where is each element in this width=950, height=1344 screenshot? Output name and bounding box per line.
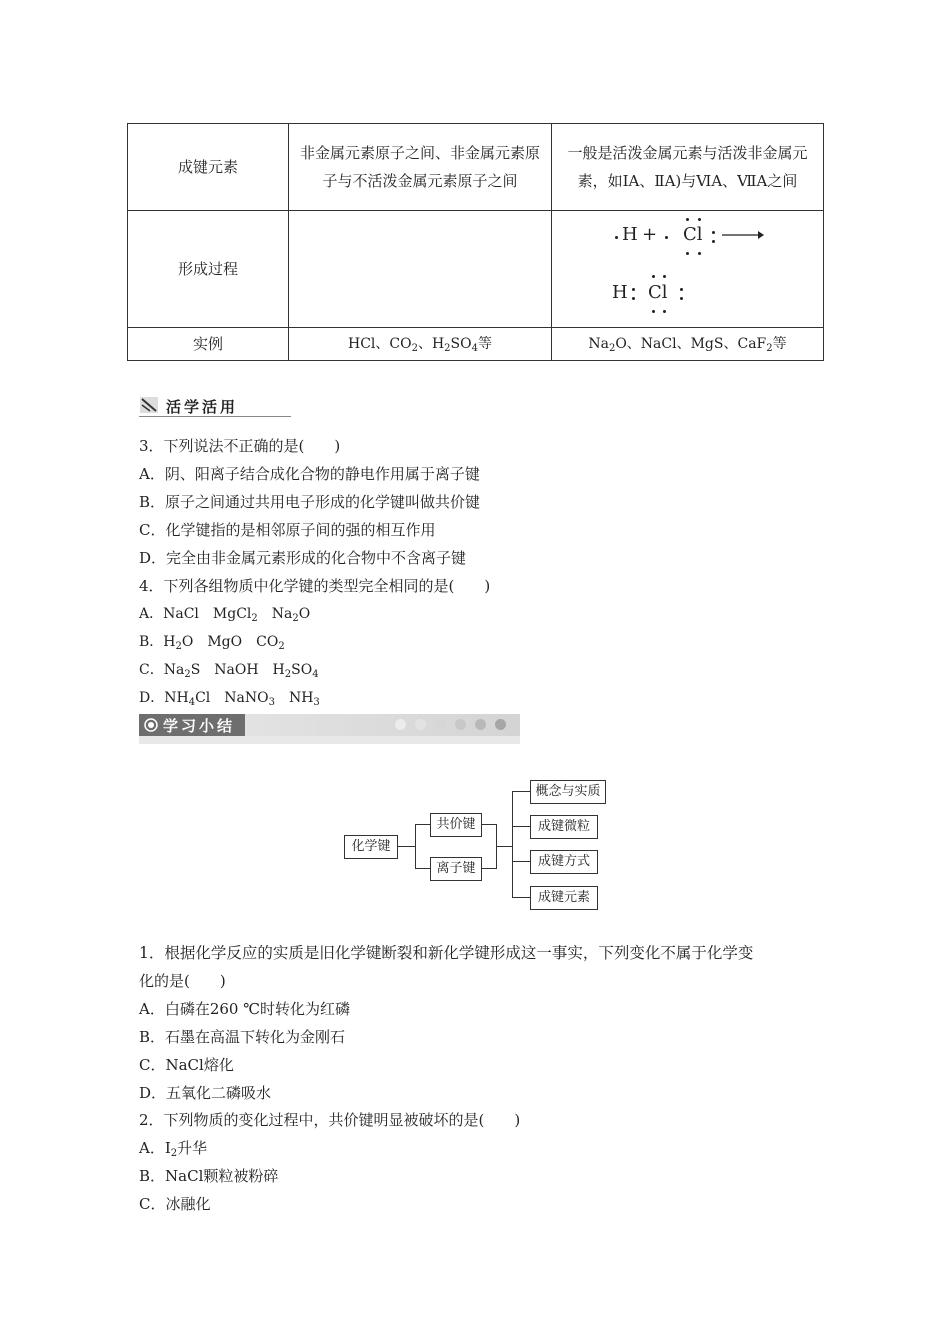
subscript: 2 bbox=[278, 641, 285, 652]
electron-dot bbox=[686, 252, 689, 255]
electron-dot bbox=[698, 252, 701, 255]
subscript: 2 bbox=[184, 669, 191, 680]
text: SO bbox=[291, 662, 313, 678]
subscript: 2 bbox=[766, 343, 773, 354]
text: O bbox=[298, 606, 311, 622]
text: A．NaCl MgCl bbox=[139, 606, 252, 622]
section-header-practice bbox=[139, 395, 291, 417]
option-c: C．化学键指的是相邻原子间的强的相互作用 bbox=[139, 521, 436, 539]
connector bbox=[496, 846, 512, 847]
connector bbox=[397, 846, 415, 847]
question-stem: 1．根据化学反应的实质是旧化学键断裂和新化学键形成这一事实，下列变化不属于化学变 bbox=[139, 944, 754, 962]
hydrogen-symbol: H bbox=[612, 282, 628, 303]
subscript: 2 bbox=[444, 343, 451, 354]
subscript: 2 bbox=[292, 613, 299, 624]
electron-dot bbox=[698, 218, 701, 221]
diagram-leaf-node: 概念与实质 bbox=[530, 780, 606, 804]
connector bbox=[512, 791, 513, 898]
connector bbox=[512, 861, 530, 862]
comparison-table bbox=[127, 123, 824, 361]
table-row bbox=[128, 328, 824, 361]
electron-dot bbox=[632, 288, 635, 291]
connector bbox=[415, 824, 430, 825]
diagram-leaf-node: 成键方式 bbox=[530, 850, 598, 874]
electron-dot bbox=[615, 236, 618, 239]
electron-dot bbox=[712, 240, 715, 243]
chlorine-symbol: Cl bbox=[683, 224, 703, 245]
electron-dot bbox=[663, 275, 666, 278]
subscript: 2 bbox=[608, 343, 616, 354]
table-row bbox=[128, 124, 824, 211]
connector bbox=[415, 868, 430, 869]
electron-dot bbox=[686, 218, 689, 221]
text: Cl NaNO bbox=[195, 690, 269, 706]
row-label: 实例 bbox=[128, 328, 289, 361]
text: Na bbox=[257, 606, 293, 622]
subscript: 3 bbox=[313, 697, 320, 708]
subscript: 3 bbox=[268, 697, 275, 708]
option-b: B．NaCl颗粒被粉碎 bbox=[139, 1167, 279, 1185]
option-b bbox=[139, 632, 285, 652]
electron-dot bbox=[652, 310, 655, 313]
connector bbox=[415, 824, 416, 869]
subscript: 4 bbox=[471, 343, 478, 354]
decor-dot bbox=[495, 719, 506, 730]
text: 、H bbox=[417, 336, 445, 352]
decor-dot bbox=[395, 719, 406, 730]
covalent-cell: 非金属元素原子之间、非金属元素原子与不活泼金属元素原子之间 bbox=[289, 124, 552, 211]
text: HCl、CO bbox=[347, 336, 412, 352]
decor-dot bbox=[455, 719, 466, 730]
question-stem: 2．下列物质的变化过程中，共价键明显被破坏的是( ) bbox=[139, 1111, 521, 1129]
text: D．NH bbox=[139, 690, 189, 706]
electron-dot bbox=[712, 231, 715, 234]
ionic-cell: 一般是活泼金属元素与活泼非金属元素，如ⅠA、ⅡA)与ⅥA、ⅦA之间 bbox=[552, 124, 824, 211]
text: A．I bbox=[139, 1139, 171, 1157]
subscript: 2 bbox=[170, 1148, 178, 1159]
option-c: C．冰融化 bbox=[139, 1195, 211, 1213]
subscript: 2 bbox=[251, 613, 258, 624]
covalent-cell bbox=[289, 211, 552, 328]
text: SO bbox=[450, 336, 472, 352]
table-row bbox=[128, 211, 824, 328]
text: C．Na bbox=[139, 662, 185, 678]
connector bbox=[481, 824, 496, 825]
text: O MgO CO bbox=[181, 634, 279, 650]
decor-dot bbox=[475, 719, 486, 730]
option-b: B．原子之间通过共用电子形成的化学键叫做共价键 bbox=[139, 493, 481, 511]
diagram-covalent-node: 共价键 bbox=[430, 813, 482, 837]
subscript: 2 bbox=[284, 669, 292, 680]
row-label: 成键元素 bbox=[128, 124, 289, 211]
electron-dot bbox=[680, 288, 683, 291]
option-d bbox=[139, 688, 320, 708]
connector bbox=[512, 826, 530, 827]
row-label: 形成过程 bbox=[128, 211, 289, 328]
target-circle-icon bbox=[144, 718, 158, 732]
subscript: 2 bbox=[411, 343, 418, 354]
text: 升华 bbox=[177, 1139, 208, 1157]
electron-dot bbox=[652, 275, 655, 278]
section-title: 学习小结 bbox=[163, 717, 236, 735]
decor-dot bbox=[435, 719, 446, 730]
divider bbox=[139, 416, 291, 417]
question-stem: 4．下列各组物质中化学键的类型完全相同的是( ) bbox=[139, 577, 491, 595]
subscript: 4 bbox=[312, 669, 319, 680]
subscript: 2 bbox=[175, 641, 182, 652]
plus-sign: + bbox=[642, 224, 658, 245]
text: S NaOH H bbox=[190, 662, 285, 678]
option-d: D．完全由非金属元素形成的化合物中不含离子键 bbox=[139, 549, 467, 567]
option-a: A．白磷在260 ℃时转化为红磷 bbox=[139, 1000, 351, 1018]
text: NH bbox=[274, 690, 314, 706]
option-a bbox=[139, 604, 310, 624]
connector bbox=[512, 791, 530, 792]
diagram-root-node: 化学键 bbox=[344, 835, 398, 859]
electron-dot bbox=[663, 310, 666, 313]
text: 等 bbox=[478, 336, 492, 352]
option-c bbox=[139, 660, 319, 680]
text: Na bbox=[588, 336, 609, 352]
connector bbox=[481, 868, 496, 869]
option-d: D．五氧化二磷吸水 bbox=[139, 1084, 272, 1102]
text: B．H bbox=[139, 634, 176, 650]
connector bbox=[512, 897, 530, 898]
text: 等 bbox=[772, 336, 787, 352]
electron-dot bbox=[632, 297, 635, 300]
electron-dot bbox=[665, 236, 668, 239]
section-arrow-icon bbox=[140, 397, 158, 413]
question-stem-cont: 化的是( ) bbox=[139, 972, 226, 990]
electron-dot bbox=[680, 297, 683, 300]
option-b: B．石墨在高温下转化为金刚石 bbox=[139, 1028, 346, 1046]
chlorine-symbol: Cl bbox=[648, 282, 668, 303]
diagram-leaf-node: 成键微粒 bbox=[530, 815, 598, 839]
ionic-example bbox=[552, 328, 824, 361]
text: O、NaCl、MgS、CaF bbox=[615, 336, 767, 352]
decor-dot bbox=[415, 719, 426, 730]
header-shadow bbox=[139, 736, 520, 744]
subscript: 4 bbox=[188, 697, 196, 708]
section-title: 活学活用 bbox=[166, 398, 239, 416]
section-header-summary bbox=[139, 714, 520, 736]
diagram-leaf-node: 成键元素 bbox=[530, 886, 598, 910]
covalent-example bbox=[289, 328, 552, 361]
option-a bbox=[139, 1138, 207, 1158]
reaction-arrow-icon bbox=[722, 229, 764, 241]
option-c: C．NaCl熔化 bbox=[139, 1056, 234, 1074]
diagram-ionic-node: 离子键 bbox=[430, 857, 482, 881]
option-a: A．阴、阳离子结合成化合物的静电作用属于离子键 bbox=[139, 465, 480, 483]
hydrogen-symbol: H bbox=[622, 224, 638, 245]
question-stem: 3．下列说法不正确的是( ) bbox=[139, 437, 341, 455]
